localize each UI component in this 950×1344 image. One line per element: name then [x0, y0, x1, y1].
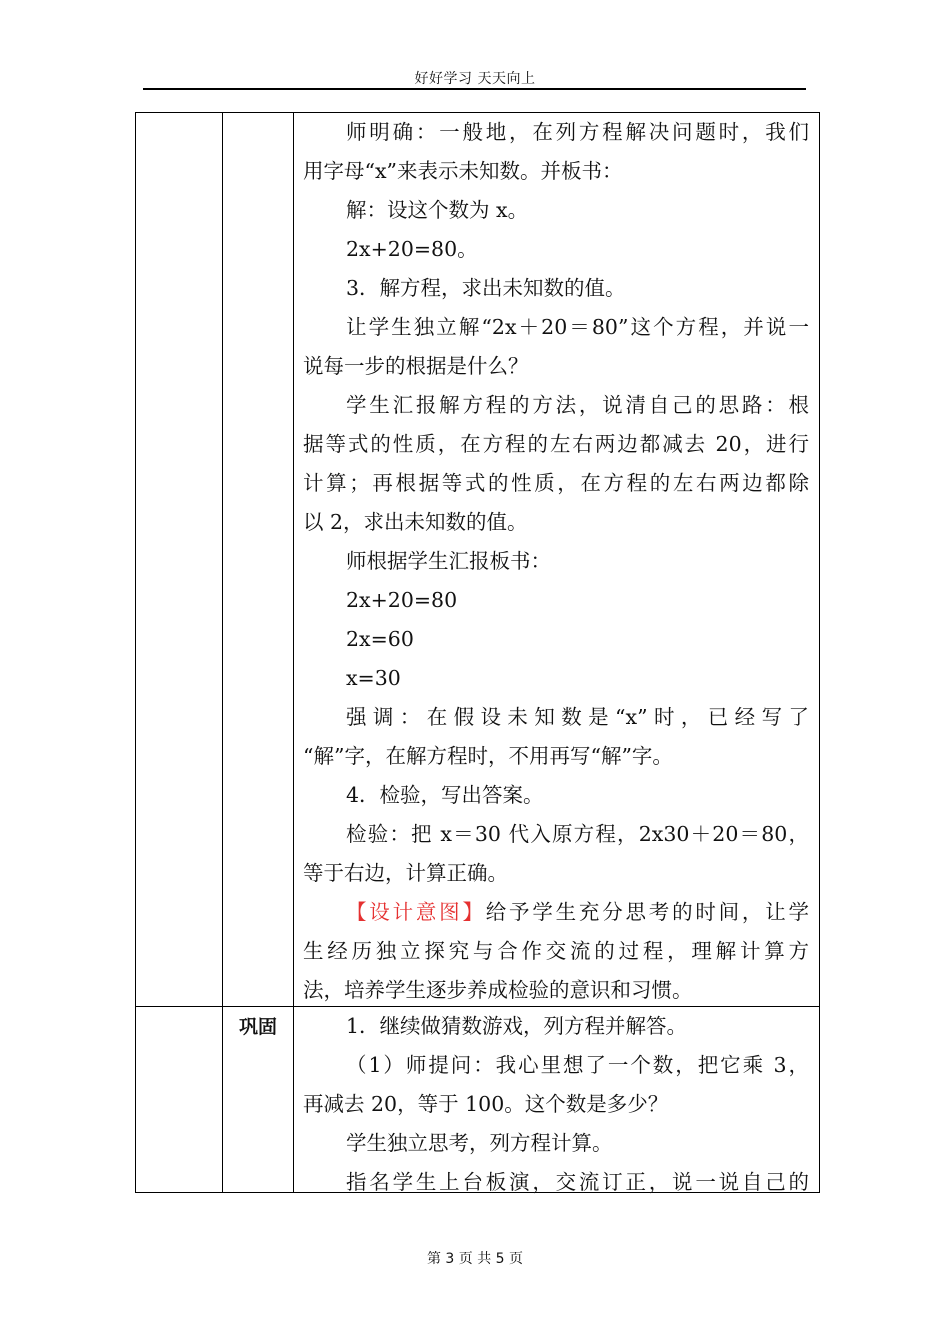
- text-line: 1．继续做猜数游戏，列方程并解答。: [346, 1014, 688, 1038]
- text-line: 师明确：一般地，在列方程解决问题时，我们: [346, 120, 809, 144]
- header-rule: [143, 88, 806, 90]
- text-line: 3．解方程，求出未知数的值。: [346, 276, 626, 300]
- equation-line: x=30: [346, 666, 401, 690]
- text-line: 解：设这个数为 x。: [346, 198, 529, 222]
- content-cell: [294, 1007, 820, 1193]
- equation-line: 2x+20=80: [346, 588, 458, 612]
- text-line: 指名学生上台板演，交流订正，说一说自己的: [346, 1170, 809, 1194]
- text-line: 2x+20=80。: [346, 237, 478, 261]
- content-cell: [294, 113, 820, 1007]
- stage-cell: [136, 113, 223, 1007]
- text-line: 据等式的性质，在方程的左右两边都减去 20，进行: [303, 432, 809, 456]
- design-intent-tag: 【设计意图】: [346, 900, 486, 924]
- section-label: 巩固: [238, 1016, 277, 1038]
- section-cell: [223, 1007, 294, 1193]
- design-intent-line: [303, 893, 809, 932]
- text-line: 等于右边，计算正确。: [303, 861, 508, 885]
- text-line: （1）师提问：我心里想了一个数，把它乘 3，: [346, 1053, 809, 1077]
- text-line: 学生独立思考，列方程计算。: [346, 1131, 613, 1155]
- section-cell: [223, 113, 294, 1007]
- text-line: 让学生独立解“2x＋20＝80”这个方程，并说一: [346, 315, 809, 339]
- text-line: 法，培养学生逐步养成检验的意识和习惯。: [303, 978, 693, 1002]
- stage-cell: [136, 1007, 223, 1193]
- text-line: 师根据学生汇报板书：: [346, 549, 551, 573]
- text-line: 检验：把 x＝30 代入原方程，2x30＋20＝80，: [346, 822, 809, 846]
- text-line: “解”字，在解方程时，不用再写“解”字。: [303, 744, 673, 768]
- text-line: 说每一步的根据是什么？: [303, 354, 529, 378]
- text-line: 用字母“x”来表示未知数。并板书：: [303, 159, 623, 183]
- table-row: [136, 113, 820, 1007]
- text-line: 生经历独立探究与合作交流的过程，理解计算方: [303, 939, 809, 963]
- design-intent-text: 给予学生充分思考的时间，让学: [485, 900, 809, 924]
- text-line: 强调：在假设未知数是“x”时，已经写了: [346, 705, 809, 729]
- lesson-table: [135, 112, 820, 1193]
- text-line: 再减去 20，等于 100。这个数是多少？: [303, 1092, 669, 1116]
- text-line: 4．检验，写出答案。: [346, 783, 544, 807]
- text-line: 以 2，求出未知数的值。: [303, 510, 528, 534]
- table-row: [136, 1007, 820, 1193]
- page-footer: 第 3 页 共 5 页: [426, 1251, 524, 1267]
- text-line: 学生汇报解方程的方法，说清自己的思路：根: [346, 393, 809, 417]
- page-header: 好好学习 天天向上: [414, 71, 536, 87]
- equation-line: 2x=60: [346, 627, 414, 651]
- text-line: 计算；再根据等式的性质，在方程的左右两边都除: [303, 471, 809, 495]
